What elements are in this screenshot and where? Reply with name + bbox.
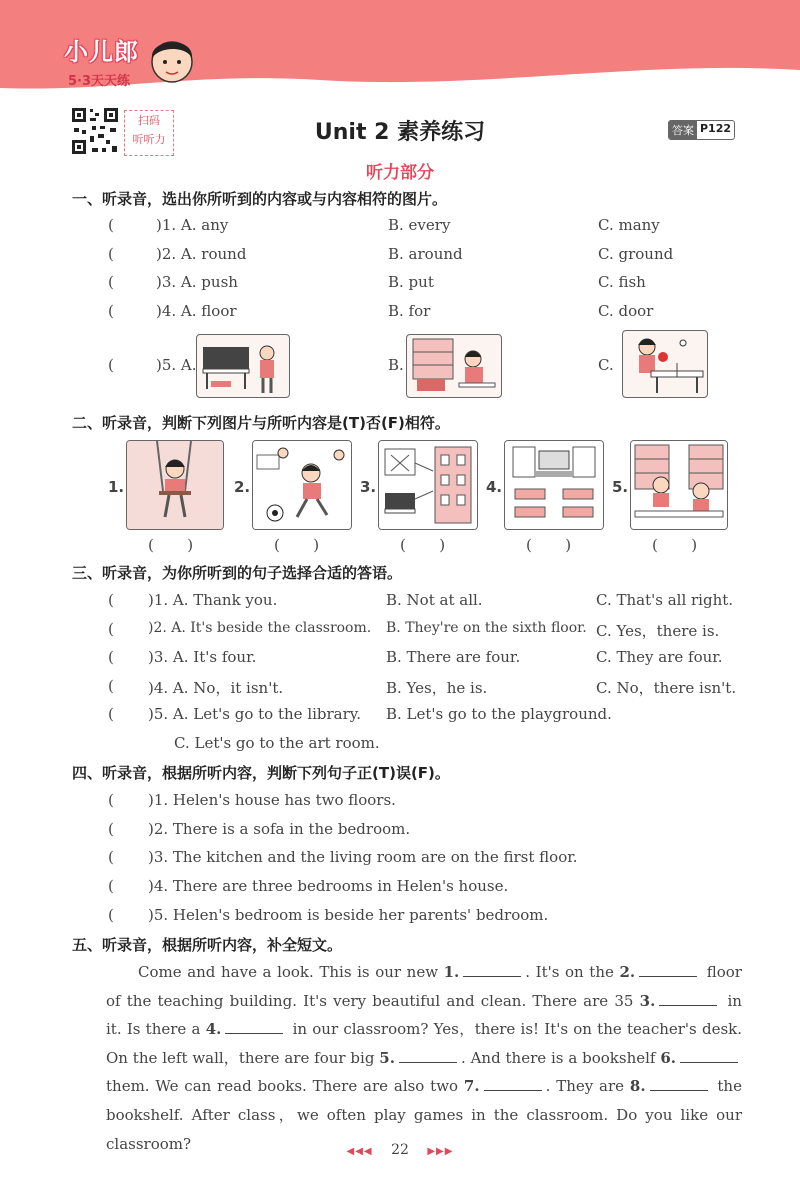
s3-q3-option-a: )3. A. It's four.: [148, 648, 257, 666]
q4-option-c: C. door: [598, 302, 654, 320]
section2-heading: 二、听录音，判断下列图片与所听内容是(T)否(F)相符。: [72, 414, 450, 432]
football-picture[interactable]: [252, 440, 352, 530]
classroom-computer-picture[interactable]: [504, 440, 604, 530]
s3-q4-option-b: B. Yes，he is.: [386, 679, 488, 697]
section4-heading: 四、听录音，根据所听内容，判断下列句子正(T)误(F)。: [72, 764, 450, 782]
q5-option-a: )5. A.: [156, 356, 197, 374]
s4-statement-5: )5. Helen's bedroom is beside her parents' bedroom.: [148, 906, 549, 924]
ping-pong-picture[interactable]: [622, 330, 708, 398]
passage-text: . It's on the: [525, 963, 614, 981]
blank-1[interactable]: [463, 962, 521, 977]
blank-number-3: 3.: [639, 991, 656, 1010]
answer-bracket[interactable]: (: [108, 848, 114, 866]
answer-bracket[interactable]: (: [108, 820, 114, 838]
answer-bracket-2[interactable]: ( ): [274, 536, 320, 554]
s3-q1-option-a: )1. A. Thank you.: [148, 591, 278, 609]
section1-heading: 一、听录音，选出你所听到的内容或与内容相符的图片。: [72, 190, 448, 208]
answer-bracket-1[interactable]: ( ): [148, 536, 194, 554]
blank-number-1: 1.: [443, 963, 460, 981]
s3-q4-option-c: C. No，there isn't.: [596, 679, 737, 697]
answer-bracket-5[interactable]: ( ): [652, 536, 698, 554]
q3-option-a: )3. A. push: [156, 273, 238, 291]
answer-bracket-3[interactable]: ( ): [400, 536, 446, 554]
answer-bracket[interactable]: (: [108, 791, 114, 809]
scan-label-line2: 听听力: [132, 133, 166, 146]
q1-option-a: )1. A. any: [156, 216, 229, 234]
right-arrows-icon: ▶▶▶: [427, 1146, 454, 1157]
section-subtitle: 听力部分: [366, 163, 434, 183]
s4-statement-2: )2. There is a sofa in the bedroom.: [148, 820, 411, 838]
s3-q2-option-a: )2. A. It's beside the classroom.: [148, 620, 372, 636]
q4-option-a: )4. A. floor: [156, 302, 237, 320]
blank-number-2: 2.: [619, 963, 636, 981]
s3-q3-option-c: C. They are four.: [596, 648, 723, 666]
blank-7[interactable]: [484, 1076, 542, 1091]
blank-number-7: 7.: [463, 1077, 480, 1096]
s3-q2-option-c: C. Yes，there is.: [596, 622, 720, 640]
s3-q3-option-b: B. There are four.: [386, 648, 521, 666]
s3-q4-option-a: )4. A. No，it isn't.: [148, 679, 284, 697]
q1-option-c: C. many: [598, 216, 660, 234]
answer-bracket[interactable]: (: [108, 273, 114, 291]
s4-statement-3: )3. The kitchen and the living room are on the first floor.: [148, 848, 578, 866]
page-number: 22: [391, 1142, 409, 1158]
answer-bracket[interactable]: (: [108, 591, 114, 609]
passage-text: Come and have a look. This is our new: [138, 963, 439, 981]
section3-heading: 三、听录音，为你所听到的句子选择合适的答语。: [72, 564, 403, 582]
picture-label-2: 2.: [234, 478, 251, 496]
blank-number-5: 5.: [379, 1048, 395, 1067]
answer-bracket[interactable]: (: [108, 356, 114, 374]
s3-q1-option-c: C. That's all right.: [596, 591, 734, 609]
answer-bracket[interactable]: (: [108, 705, 114, 723]
answer-bracket[interactable]: (: [108, 620, 114, 638]
blank-5[interactable]: [399, 1048, 457, 1063]
blank-8[interactable]: [650, 1076, 708, 1091]
picture-label-3: 3.: [360, 478, 377, 496]
q2-option-a: )2. A. round: [156, 245, 247, 263]
q1-option-b: B. every: [388, 216, 451, 234]
answer-bracket-4[interactable]: ( ): [526, 536, 572, 554]
s4-statement-4: )4. There are three bedrooms in Helen's house.: [148, 877, 509, 895]
library-children-picture[interactable]: [630, 440, 728, 530]
answer-bracket[interactable]: (: [108, 906, 114, 924]
answer-bracket[interactable]: (: [108, 302, 114, 320]
blank-3[interactable]: [659, 991, 717, 1006]
passage-text: them. We can read books. There are also two: [106, 1077, 459, 1096]
picture-label-5: 5.: [612, 478, 629, 496]
q3-option-b: B. put: [388, 273, 434, 291]
s4-statement-1: )1. Helen's house has two floors.: [148, 791, 396, 809]
passage-text: in our classroom? Yes，there is! It's on the teacher's desk. On the left wall，there are four big: [106, 1020, 743, 1067]
answer-bracket[interactable]: (: [108, 245, 114, 263]
passage-text: floor of the teaching building. It's very beautiful and clean. There are 35: [106, 963, 742, 1010]
q2-option-b: B. around: [388, 245, 463, 263]
answer-bracket[interactable]: (: [108, 648, 114, 666]
brand-logo: 小儿郎: [64, 38, 139, 66]
passage-text: . They are: [545, 1077, 625, 1096]
swing-picture[interactable]: [126, 440, 224, 530]
answer-page: P122: [700, 122, 732, 135]
scan-label-line1: 扫码: [138, 114, 160, 127]
picture-label-4: 4.: [486, 478, 503, 496]
left-arrows-icon: ◀◀◀: [346, 1146, 373, 1157]
q4-option-b: B. for: [388, 302, 431, 320]
q3-option-c: C. fish: [598, 273, 646, 291]
s3-q2-option-b: B. They're on the sixth floor.: [386, 620, 587, 636]
blank-6[interactable]: [680, 1048, 738, 1063]
piano-picture[interactable]: [196, 334, 290, 398]
brand-series: 5·3天天练: [68, 74, 131, 89]
s3-q1-option-b: B. Not at all.: [386, 591, 483, 609]
picture-label-1: 1.: [108, 478, 125, 496]
passage-text: in it. Is there a: [106, 991, 742, 1039]
q5-option-b: B.: [388, 356, 404, 374]
answer-bracket[interactable]: (: [108, 677, 114, 695]
blank-4[interactable]: [225, 1019, 283, 1034]
blank-2[interactable]: [639, 962, 697, 977]
s3-q5-option-a: )5. A. Let's go to the library.: [148, 705, 362, 723]
s3-q5-option-b: B. Let's go to the playground.: [386, 705, 612, 723]
passage-text: the bookshelf. After class，we often play games in the classroom. Do you like our classroom?: [106, 1077, 742, 1153]
answer-bracket[interactable]: (: [108, 216, 114, 234]
page-footer: [0, 1142, 800, 1158]
page-title: Unit 2 素养练习: [314, 120, 486, 145]
answer-label: 答案: [669, 121, 697, 139]
blank-number-8: 8.: [629, 1077, 646, 1096]
q2-option-c: C. ground: [598, 245, 674, 263]
answer-page-badge: [668, 120, 735, 140]
blank-number-4: 4.: [205, 1020, 222, 1039]
cloze-passage: [106, 958, 742, 1158]
library-reading-picture[interactable]: [406, 334, 502, 398]
blank-number-6: 6.: [660, 1048, 676, 1067]
q5-option-c: C.: [598, 356, 614, 374]
section5-heading: 五、听录音，根据所听内容，补全短文。: [72, 936, 343, 954]
answer-bracket[interactable]: (: [108, 877, 114, 895]
music-room-building-picture[interactable]: [378, 440, 478, 530]
s3-q5-option-c: C. Let's go to the art room.: [174, 734, 380, 752]
passage-text: . And there is a bookshelf: [460, 1048, 656, 1067]
